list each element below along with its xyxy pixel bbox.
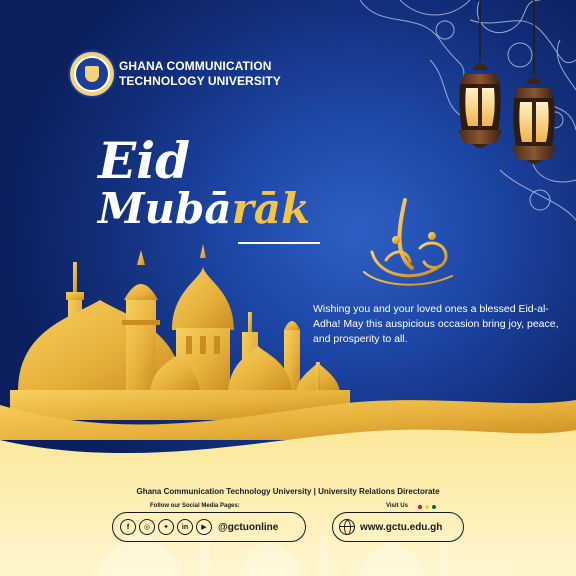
twitter-icon[interactable]: ✦ [158, 519, 174, 535]
lantern-right-icon [512, 0, 556, 164]
footer-directorate: Ghana Communication Technology University | University Relations Directorate [136, 487, 440, 496]
title-underline [238, 242, 320, 244]
youtube-icon[interactable]: ▶ [196, 519, 212, 535]
social-handle[interactable]: @gctuonline [218, 521, 279, 533]
social-media-bar [112, 512, 306, 542]
facebook-icon[interactable]: f [120, 519, 136, 535]
flag-dot-green [432, 505, 436, 509]
mosque-silhouette-icon [10, 242, 350, 420]
flag-dot-red [418, 505, 422, 509]
crest-icon [85, 66, 99, 82]
linkedin-icon[interactable]: in [177, 519, 193, 535]
mubarak-title: Mubārāk [98, 184, 311, 233]
visit-label: Visit Us [386, 503, 408, 509]
eid-title: Eid [98, 131, 191, 190]
website-link[interactable] [332, 512, 464, 542]
university-name: GHANA COMMUNICATION TECHNOLOGY UNIVERSITY [119, 59, 281, 88]
instagram-icon[interactable]: ◎ [139, 519, 155, 535]
globe-icon [339, 519, 355, 535]
greeting-message: Wishing you and your loved ones a blessed Eid-al-Adha! May this auspicious occasion bring joy, peace, and prosperity to all. [313, 303, 559, 345]
flag-dot-gold [425, 505, 429, 509]
university-logo [70, 52, 114, 96]
eid-calligraphy-icon [364, 200, 452, 285]
follow-label: Follow our Social Media Pages: [150, 503, 240, 509]
website-url[interactable]: www.gctu.edu.gh [360, 521, 443, 533]
